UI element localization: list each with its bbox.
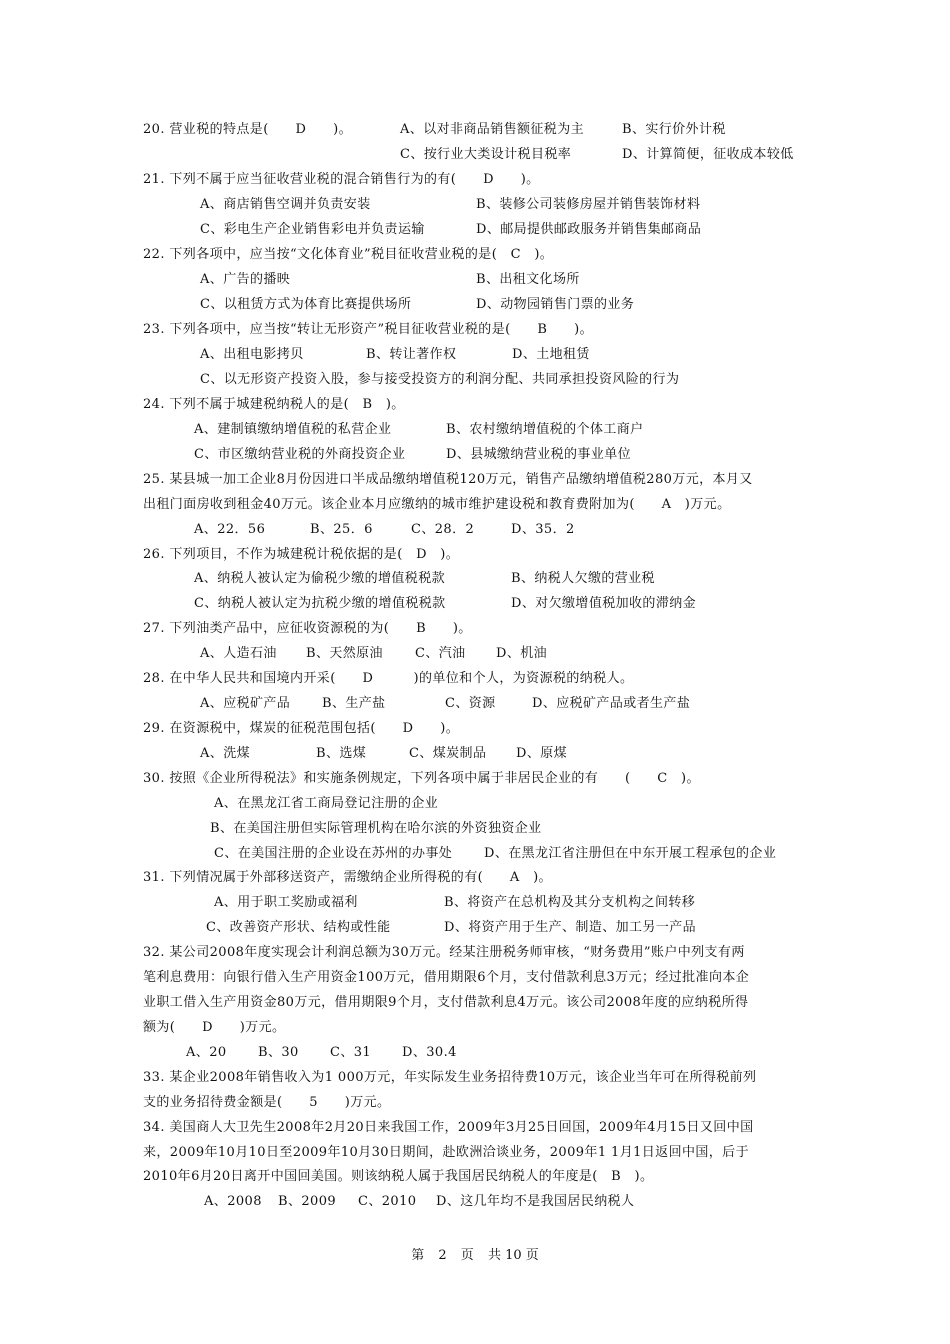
q27-option-d: D、机油 [496, 646, 548, 661]
q26-stem: 26. 下列项目，不作为城建税计税依据的是( D )。 [143, 547, 460, 562]
q28-option-b: B、生产盐 [322, 696, 386, 711]
q27-option-b: B、天然原油 [306, 646, 383, 661]
q34-option-a: A、2008 [204, 1194, 262, 1209]
q24-stem: 24. 下列不属于城建税纳税人的是( B )。 [143, 397, 405, 412]
q30-option-d: D、在黑龙江省注册但在中东开展工程承包的企业 [484, 846, 777, 861]
q24-option-d: D、县城缴纳营业税的事业单位 [446, 447, 632, 462]
q26-option-c: C、纳税人被认定为抗税少缴的增值税税款 [194, 596, 446, 611]
q21-option-a: A、商店销售空调并负责安装 [200, 197, 371, 212]
q31-option-c: C、改善资产形状、结构或性能 [206, 920, 391, 935]
q33-line-1: 33. 某企业2008年销售收入为1 000万元，年实际发生业务招待费10万元，该企业当年可在所得税前列 [143, 1070, 757, 1085]
footer-ye: 页 [460, 1248, 474, 1263]
q31-option-b: B、将资产在总机构及其分支机构之间转移 [444, 895, 696, 910]
q23-stem: 23. 下列各项中，应当按“转让无形资产”税目征收营业税的是( B )。 [143, 322, 593, 337]
q26-option-d: D、对欠缴增值税加收的滞纳金 [511, 596, 697, 611]
q28-option-d: D、应税矿产品或者生产盐 [532, 696, 691, 711]
page-footer [0, 1247, 950, 1265]
q21-option-d: D、邮局提供邮政服务并销售集邮商品 [476, 222, 702, 237]
footer-di: 第 [411, 1248, 425, 1263]
q28-stem: 28. 在中华人民共和国境内开采( D )的单位和个人，为资源税的纳税人。 [143, 671, 634, 686]
q30-option-a: A、在黑龙江省工商局登记注册的企业 [214, 796, 439, 811]
q24-option-a: A、建制镇缴纳增值税的私营企业 [194, 422, 392, 437]
q20-stem: 20. 营业税的特点是( D )。 [143, 122, 352, 137]
q34-option-c: C、2010 [358, 1194, 417, 1209]
q23-option-a: A、出租电影拷贝 [200, 347, 304, 362]
q24-option-c: C、市区缴纳营业税的外商投资企业 [194, 447, 406, 462]
q32-line-2: 笔利息费用：向银行借入生产用资金100万元，借用期限6个月，支付借款利息3万元；经过批准向本企 [143, 970, 750, 985]
q25-line-1: 25. 某县城一加工企业8月份因进口半成品缴纳增值税120万元，销售产品缴纳增值税280万元，本月又 [143, 472, 753, 487]
q25-option-b: B、25．6 [310, 522, 373, 537]
q25-option-c: C、28．2 [411, 522, 475, 537]
q29-option-d: D、原煤 [516, 746, 568, 761]
q20-option-d: D、计算简便，征收成本较低 [622, 147, 794, 162]
q23-option-b: B、转让著作权 [366, 347, 457, 362]
q28-option-a: A、应税矿产品 [200, 696, 291, 711]
q26-option-a: A、纳税人被认定为偷税少缴的增值税税款 [194, 571, 445, 586]
q28-option-c: C、资源 [445, 696, 496, 711]
q27-option-c: C、汽油 [415, 646, 466, 661]
q21-stem: 21. 下列不属于应当征收营业税的混合销售行为的有( D )。 [143, 172, 540, 187]
footer-total-pages: 共 10 页 [487, 1248, 539, 1263]
q21-option-b: B、装修公司装修房屋并销售装饰材料 [476, 197, 701, 212]
q31-stem: 31. 下列情况属于外部移送资产，需缴纳企业所得税的有( A )。 [143, 870, 552, 885]
q34-line-1: 34. 美国商人大卫先生2008年2月20日来我国工作，2009年3月25日回国，2009年4月15日又回中国 [143, 1120, 754, 1135]
q31-option-a: A、用于职工奖励或福利 [214, 895, 358, 910]
q29-option-b: B、选煤 [316, 746, 367, 761]
q27-option-a: A、人造石油 [200, 646, 277, 661]
q27-stem: 27. 下列油类产品中，应征收资源税的为( B )。 [143, 621, 472, 636]
q25-option-d: D、35．2 [511, 522, 575, 537]
q32-option-b: B、30 [258, 1045, 299, 1060]
q24-option-b: B、农村缴纳增值税的个体工商户 [446, 422, 644, 437]
q22-option-a: A、广告的播映 [200, 272, 291, 287]
q32-line-4: 额为( D )万元。 [143, 1020, 286, 1035]
q25-option-a: A、22．56 [194, 522, 266, 537]
q34-line-2: 来，2009年10月10日至2009年10月30日期间，赴欧洲洽谈业务，2009年1 1月1日返回中国，后于 [143, 1145, 749, 1160]
q30-option-c: C、在美国注册的企业设在苏州的办事处 [214, 846, 453, 861]
q33-line-2: 支的业务招待费金额是( 5 )万元。 [143, 1095, 391, 1110]
q20-option-b: B、实行价外计税 [622, 122, 726, 137]
footer-current-page: 2 [438, 1248, 447, 1263]
q34-line-3: 2010年6月20日离开中国回美国。则该纳税人属于我国居民纳税人的年度是( B )。 [143, 1169, 654, 1184]
q29-stem: 29. 在资源税中，煤炭的征税范围包括( D )。 [143, 721, 460, 736]
q30-stem: 30. 按照《企业所得税法》和实施条例规定，下列各项中属于非居民企业的有 ( C )。 [143, 771, 700, 786]
q32-option-a: A、20 [186, 1045, 227, 1060]
q22-option-c: C、以租赁方式为体育比赛提供场所 [200, 297, 412, 312]
q23-option-c: C、以无形资产投资入股，参与接受投资方的利润分配、共同承担投资风险的行为 [200, 372, 680, 387]
q29-option-a: A、洗煤 [200, 746, 250, 761]
q22-option-b: B、出租文化场所 [476, 272, 580, 287]
q20-option-c: C、按行业大类设计税目税率 [400, 147, 572, 162]
q34-option-b: B、2009 [278, 1194, 337, 1209]
q32-line-3: 业职工借入生产用资金80万元，借用期限9个月，支付借款利息4万元。该公司2008年度的应纳税所得 [143, 995, 749, 1010]
q31-option-d: D、将资产用于生产、制造、加工另一产品 [444, 920, 697, 935]
q32-line-1: 32. 某公司2008年度实现会计利润总额为30万元。经某注册税务师审核，“财务费用”账户中列支有两 [143, 945, 745, 960]
q30-option-b: B、在美国注册但实际管理机构在哈尔滨的外资独资企业 [210, 821, 542, 836]
q22-option-d: D、动物园销售门票的业务 [476, 297, 635, 312]
q25-line-2: 出租门面房收到租金40万元。该企业本月应缴纳的城市维护建设税和教育费附加为( A )万元。 [143, 497, 731, 512]
q20-option-a: A、以对非商品销售额征税为主 [400, 122, 584, 137]
q32-option-d: D、30.4 [402, 1045, 457, 1060]
q34-option-d: D、这几年均不是我国居民纳税人 [436, 1194, 635, 1209]
q21-option-c: C、彩电生产企业销售彩电并负责运输 [200, 222, 425, 237]
q22-stem: 22. 下列各项中，应当按“文化体育业”税目征收营业税的是( C )。 [143, 247, 554, 262]
q26-option-b: B、纳税人欠缴的营业税 [511, 571, 655, 586]
q23-option-d: D、土地租赁 [512, 347, 590, 362]
q32-option-c: C、31 [330, 1045, 372, 1060]
q29-option-c: C、煤炭制品 [409, 746, 487, 761]
